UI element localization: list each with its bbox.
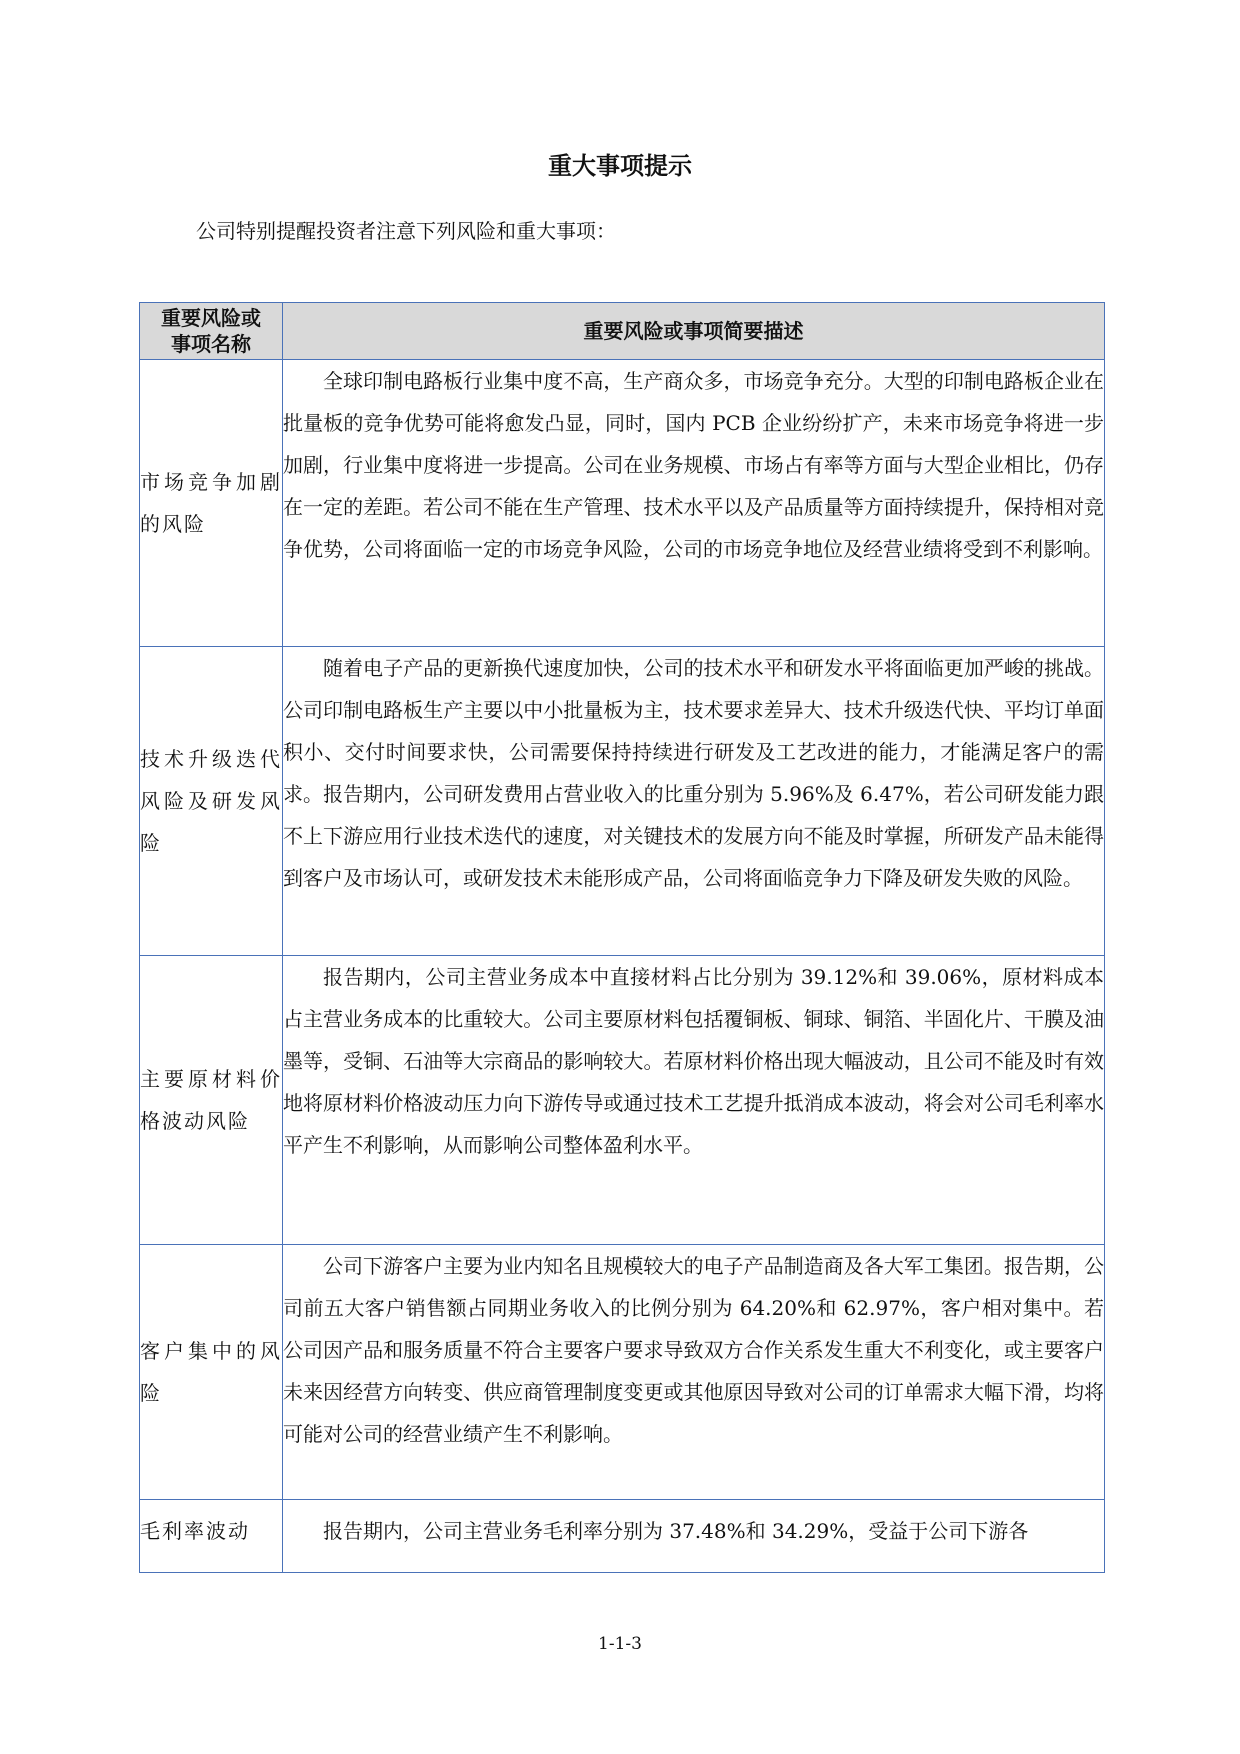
table-row [140,360,1105,647]
risk-description-text: 报告期内，公司主营业务毛利率分别为 37.48%和 34.29%，受益于公司下游各 [323,1519,1029,1543]
table-row [140,956,1105,1245]
risk-description [283,647,1105,956]
risk-table [139,302,1105,1573]
header-risk-description: 重要风险或事项简要描述 [283,303,1105,360]
risk-name: 市场竞争加剧的风险 [140,360,283,647]
risk-name: 技术升级迭代风险及研发风险 [140,647,283,956]
risk-description-text: 公司下游客户主要为业内知名且规模较大的电子产品制造商及各大军工集团。报告期，公司前五大客户销售额占同期业务收入的比例分别为 64.20%和 62.97%，客户相对集中。若公司因产品和服务质量不符合主要客户要求导致双方合作关系发生重大不利变化，或主要客户未来因经营方向转变、供应商管理制度变更或其他原因导致对公司的订单需求大幅下滑，均将可能对公司的经营业绩产生不利影响。 [283,1254,1104,1446]
risk-description-text: 报告期内，公司主营业务成本中直接材料占比分别为 39.12%和 39.06%，原材料成本占主营业务成本的比重较大。公司主要原材料包括覆铜板、铜球、铜箔、半固化片、干膜及油墨等，受铜、石油等大宗商品的影响较大。若原材料价格出现大幅波动，且公司不能及时有效地将原材料价格波动压力向下游传导或通过技术工艺提升抵消成本波动，将会对公司毛利率水平产生不利影响，从而影响公司整体盈利水平。 [283,965,1104,1157]
risk-name: 主要原材料价格波动风险 [140,956,283,1245]
risk-description-text: 全球印制电路板行业集中度不高，生产商众多，市场竞争充分。大型的印制电路板企业在批量板的竞争优势可能将愈发凸显，同时，国内 PCB 企业纷纷扩产，未来市场竞争将进一步加剧，行业集中度将进一步提高。公司在业务规模、市场占有率等方面与大型企业相比，仍存在一定的差距。若公司不能在生产管理、技术水平以及产品质量等方面持续提升，保持相对竞争优势，公司将面临一定的市场竞争风险，公司的市场竞争地位及经营业绩将受到不利影响。 [283,369,1104,561]
page-number: 1-1-3 [598,1634,642,1654]
risk-description [283,360,1105,647]
risk-name: 客户集中的风险 [140,1245,283,1500]
table-row [140,1500,1105,1573]
table-header-row [140,303,1105,360]
risk-description [283,956,1105,1245]
table-row [140,647,1105,956]
risk-description [283,1245,1105,1500]
page-title: 重大事项提示 [548,151,692,180]
table-row [140,1245,1105,1500]
risk-name: 毛利率波动 [140,1500,283,1573]
intro-paragraph: 公司特别提醒投资者注意下列风险和重大事项： [196,219,616,243]
risk-description [283,1500,1105,1573]
header-risk-name: 重要风险或事项名称 [140,303,283,360]
risk-description-text: 随着电子产品的更新换代速度加快，公司的技术水平和研发水平将面临更加严峻的挑战。公司印制电路板生产主要以中小批量板为主，技术要求差异大、技术升级迭代快、平均订单面积小、交付时间要求快，公司需要保持持续进行研发及工艺改进的能力，才能满足客户的需求。报告期内，公司研发费用占营业收入的比重分别为 5.96%及 6.47%，若公司研发能力跟不上下游应用行业技术迭代的速度，对关键技术的发展方向不能及时掌握，所研发产品未能得到客户及市场认可，或研发技术未能形成产品，公司将面临竞争力下降及研发失败的风险。 [283,656,1104,890]
